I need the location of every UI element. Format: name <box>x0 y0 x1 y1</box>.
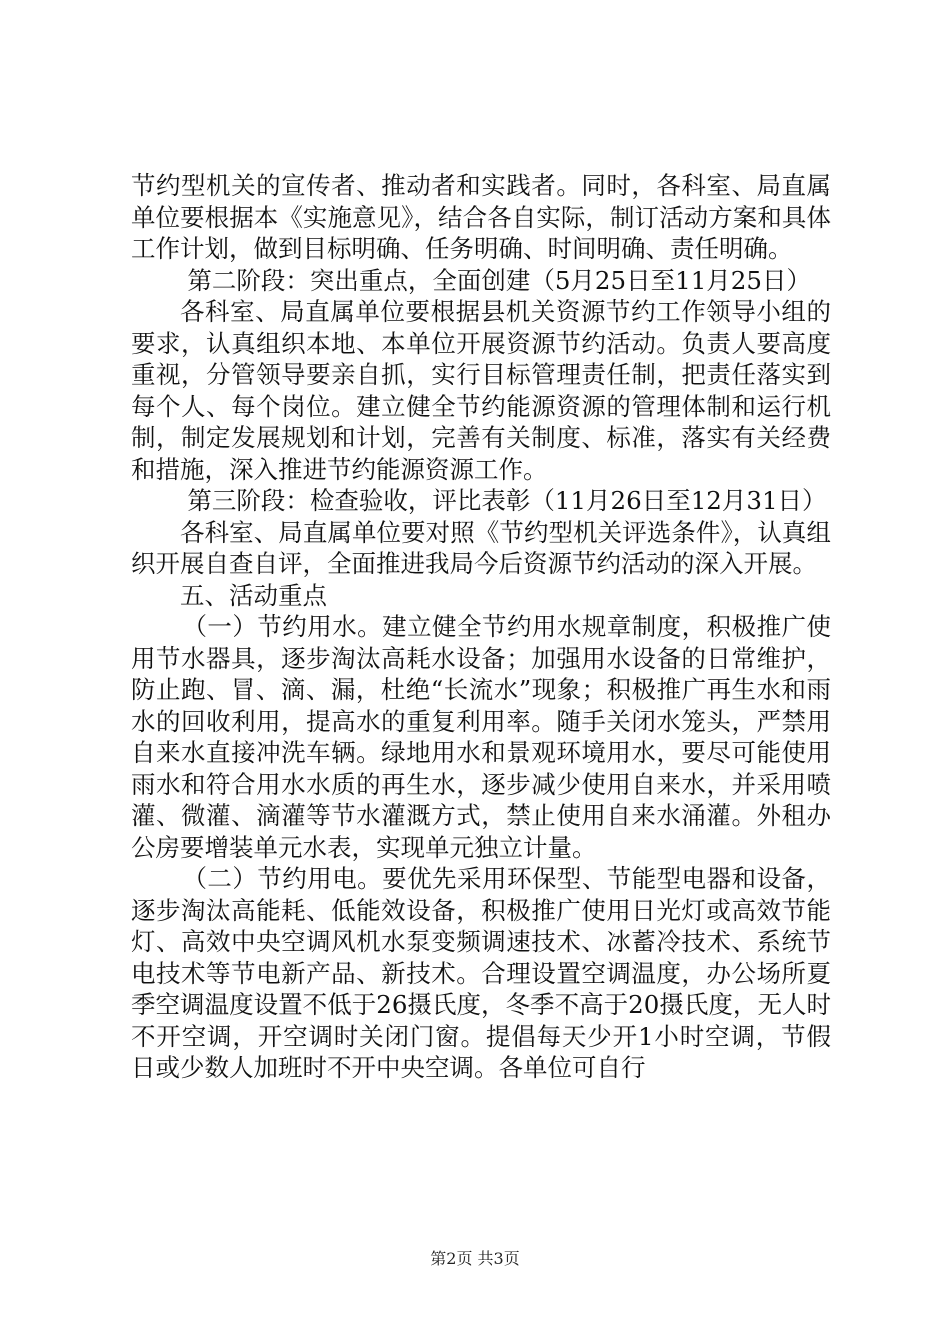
paragraph-continuation: 节约型机关的宣传者、推动者和实践者。同时，各科室、局直属单位要根据本《实施意见》，结合各自实际，制订活动方案和具体工作计划，做到目标明确、任务明确、时间明确、责任明确。 <box>131 171 831 263</box>
stage-three-body: 各科室、局直属单位要对照《节约型机关评选条件》，认真组织开展自查自评，全面推进我局今后资源节约活动的深入开展。 <box>131 517 831 578</box>
electricity-saving-paragraph: （二）节约用电。要优先采用环保型、节能型电器和设备，逐步淘汰高能耗、低能效设备，积极推广使用日光灯或高效节能灯、高效中央空调风机水泵变频调速技术、冰蓄冷技术、系统节电技术等节电新产品、新技术。合理设置空调温度，办公场所夏季空调温度设置不低于26摄氏度，冬季不高于20摄氏度，无人时不开空调，开空调时关闭门窗。提倡每天少开1小时空调，节假日或少数人加班时不开中央空调。各单位可自行 <box>131 864 831 1082</box>
document-body <box>131 170 831 1084</box>
water-saving-paragraph: （一）节约用水。建立健全节约用水规章制度，积极推广使用节水器具，逐步淘汰高耗水设备；加强用水设备的日常维护，防止跑、冒、滴、漏，杜绝“长流水”现象；积极推广再生水和雨水的回收利用，提高水的重复利用率。随手关闭水笼头，严禁用自来水直接冲洗车辆。绿地用水和景观环境用水，要尽可能使用雨水和符合用水水质的再生水，逐步减少使用自来水，并采用喷灌、微灌、滴灌等节水灌溉方式，禁止使用自来水涌灌。外租办公房要增装单元水表，实现单元独立计量。 <box>131 612 831 862</box>
stage-two-body: 各科室、局直属单位要根据县机关资源节约工作领导小组的要求，认真组织本地、本单位开展资源节约活动。负责人要高度重视，分管领导要亲自抓，实行目标管理责任制，把责任落实到每个人、每个岗位。建立健全节约能源资源的管理体制和运行机制，制定发展规划和计划，完善有关制度、标准，落实有关经费和措施，深入推进节约能源资源工作。 <box>131 297 831 484</box>
section-five-heading: 五、活动重点 <box>180 580 327 610</box>
stage-three-heading: 第三阶段：检查验收，评比表彰（11月26日至12月31日） <box>187 486 827 515</box>
stage-two-heading: 第二阶段：突出重点，全面创建（5月25日至11月25日） <box>187 265 811 295</box>
page-footer: 第2页 共3页 <box>430 1249 520 1268</box>
